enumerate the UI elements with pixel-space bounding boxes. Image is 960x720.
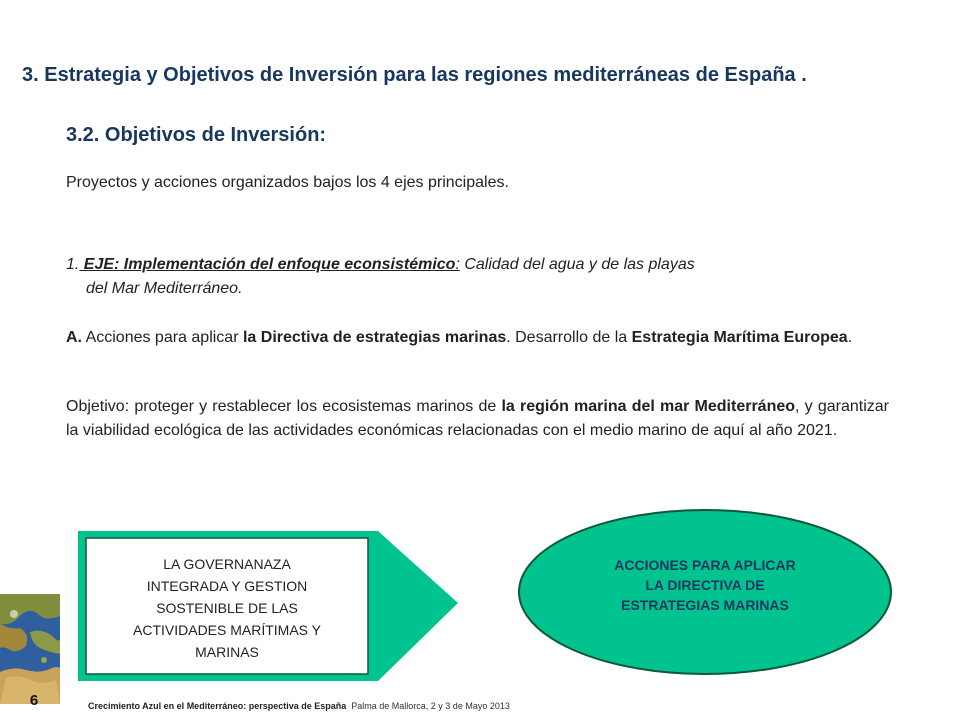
accion-text-2: . Desarrollo de la bbox=[506, 329, 632, 346]
governance-line: SOSTENIBLE DE LAS bbox=[156, 600, 298, 616]
eje-text: Calidad del agua y de las playas bbox=[459, 256, 695, 273]
footer bbox=[88, 701, 510, 711]
accion-bold-1: la Directiva de estrategias marinas bbox=[242, 329, 507, 346]
objetivo-text-3: . bbox=[832, 422, 838, 439]
objetivo-text-1: proteger y restablecer los ecosistemas marinos de bbox=[129, 398, 502, 415]
mediterranean-map-icon bbox=[0, 594, 60, 704]
accion-text-1: Acciones para aplicar bbox=[82, 329, 243, 346]
section-subtitle: 3.2. Objetivos de Inversión: bbox=[66, 124, 327, 146]
eje-label: EJE: Implementación del enfoque econsistémico bbox=[79, 256, 456, 273]
directive-line: ACCIONES PARA APLICAR bbox=[614, 557, 796, 573]
accion-text-3: . bbox=[847, 329, 853, 346]
accion-bold-2: Estrategia Marítima Europea bbox=[631, 329, 848, 346]
directive-ellipse-text bbox=[540, 555, 870, 615]
accion-letter: A. bbox=[66, 329, 82, 346]
governance-box-text bbox=[86, 543, 368, 673]
governance-line: LA GOVERNANAZA bbox=[163, 556, 291, 572]
directive-line: ESTRATEGIAS MARINAS bbox=[621, 597, 789, 613]
footer-event: Palma de Mallorca, 2 y 3 de Mayo 2013 bbox=[351, 701, 510, 711]
objetivo-label: Objetivo: bbox=[66, 398, 130, 415]
governance-line: MARINAS bbox=[195, 644, 259, 660]
eje-text-continued: del Mar Mediterráneo. bbox=[86, 280, 243, 297]
page-number: 6 bbox=[29, 692, 39, 709]
slide-title: 3. Estrategia y Objetivos de Inversión para las regiones mediterráneas de España . bbox=[22, 64, 807, 86]
eje-number: 1. bbox=[66, 256, 80, 273]
objetivo-text-2: , y garantizar la viabilidad ecológica de las actividades económicas relacionadas con el medio marino de aquí al año 2021 bbox=[66, 398, 889, 439]
objetivo-bold-1: la región marina del mar Mediterráneo bbox=[501, 398, 796, 415]
governance-line: INTEGRADA Y GESTION bbox=[146, 578, 308, 594]
eje-colon: : bbox=[455, 256, 460, 273]
footer-title: Crecimiento Azul en el Mediterráneo: perspectiva de España bbox=[88, 701, 347, 711]
intro-paragraph: Proyectos y acciones organizados bajos los 4 ejes principales. bbox=[66, 174, 509, 191]
directive-line: LA DIRECTIVA DE bbox=[645, 577, 765, 593]
governance-line: ACTIVIDADES MARÍTIMAS Y bbox=[133, 622, 321, 638]
